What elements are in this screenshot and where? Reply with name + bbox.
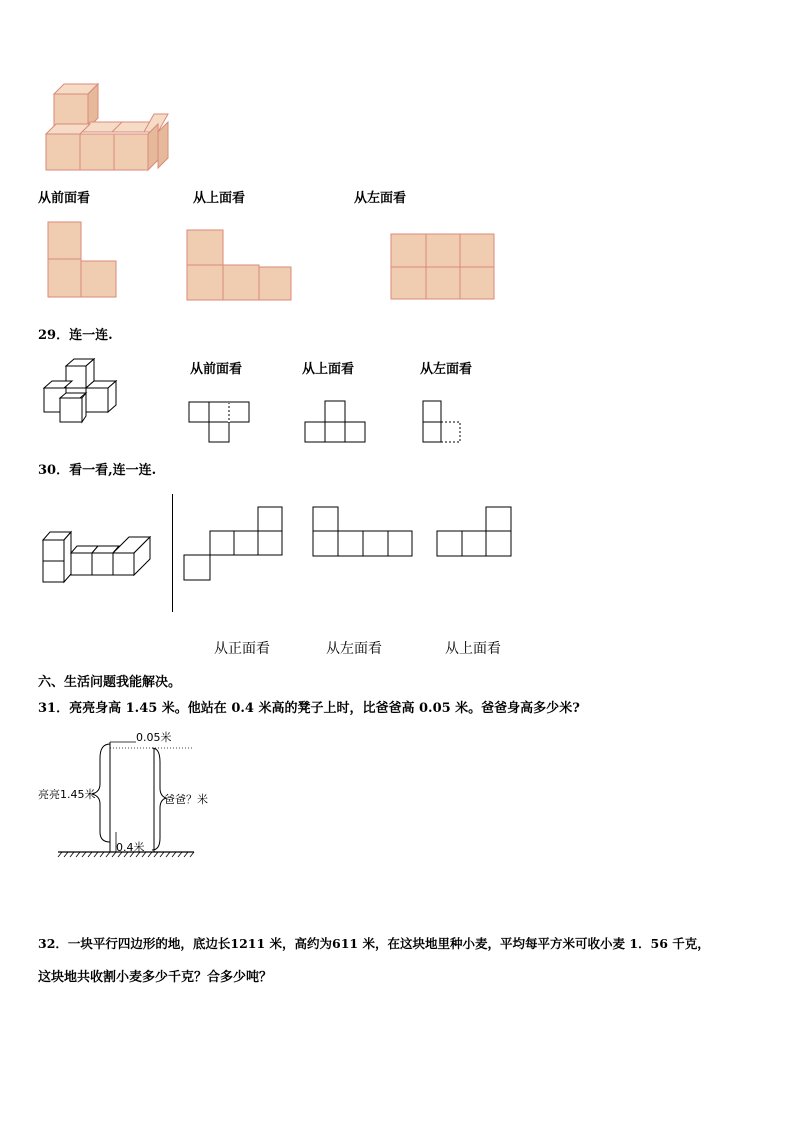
section-6-heading: 六、生活问题我能解决。 <box>38 675 182 690</box>
label-stool-height: 0.4米 <box>116 841 145 854</box>
question-29-title: 29．连一连. <box>38 328 113 343</box>
question-30-title: 30．看一看,连一连. <box>38 463 157 478</box>
q30-cube-model <box>40 528 154 584</box>
q29-cube-model <box>40 356 120 426</box>
view-front-label: 从前面看 <box>38 191 91 206</box>
q29-view-b <box>302 399 370 445</box>
q29-view-left-label: 从左面看 <box>420 362 473 377</box>
q29-view-c <box>420 399 468 445</box>
q29-view-front-label: 从前面看 <box>190 362 243 377</box>
label-liangliang-height: 亮亮1.45米 <box>38 788 96 801</box>
q30-view-top-label: 从上面看 <box>445 641 501 657</box>
label-0.05m: 0.05米 <box>136 731 172 744</box>
cube-stack-3d <box>40 78 175 176</box>
view-left-label: 从左面看 <box>354 191 407 206</box>
q30-view-b <box>311 505 415 559</box>
left-view-drawing <box>389 232 497 302</box>
q30-view-left-label: 从左面看 <box>326 641 382 657</box>
question-31-text: 31．亮亮身高 1.45 米。他站在 0.4 米高的凳子上时，比爸爸高 0.05 米。爸爸身高多少米? <box>38 701 580 716</box>
front-view-drawing <box>46 220 120 300</box>
view-top-label: 从上面看 <box>193 191 246 206</box>
q29-view-top-label: 从上面看 <box>302 362 355 377</box>
q30-view-c <box>435 505 515 559</box>
question-32-line1: 32．一块平行四边形的地，底边长1211 米，高约为611 米，在这块地里种小麦，平均每平方米可收小麦 1．56 千克， <box>38 936 710 951</box>
q30-divider-line <box>172 494 173 612</box>
question-32-line2: 这块地共收割小麦多少千克？合多少吨？ <box>38 970 273 985</box>
q30-view-front-label: 从正面看 <box>214 641 270 657</box>
q29-view-a <box>187 400 259 444</box>
top-view-drawing <box>185 227 295 303</box>
q30-view-a <box>181 505 285 583</box>
label-dad-height: 爸爸？米 <box>164 793 208 806</box>
